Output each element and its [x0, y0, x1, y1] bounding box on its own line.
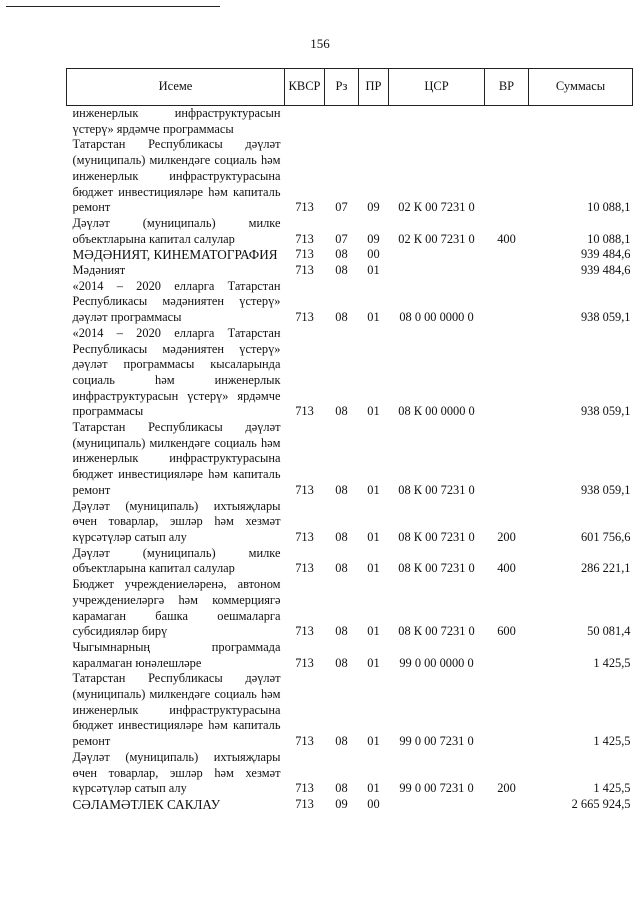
row-vr	[485, 279, 529, 326]
row-pr: 01	[367, 781, 380, 796]
row-pr	[359, 106, 389, 138]
row-vr: 200	[497, 529, 516, 544]
row-name: «2014 – 2020 елларга Татарстан Республикасы мәдәниятен үстерү» дәүләт программасы	[72, 278, 281, 325]
row-pr: 01	[367, 561, 380, 576]
row-rz	[325, 106, 359, 138]
row-name: «2014 – 2020 елларга Татарстан Республикасы мәдәниятен үстерү» дәүләт программасы кысаларында социаль һәм инженерлык инфраструктурасын үстерү» ярдәмче программасы	[72, 325, 281, 419]
header-kvsr: КВСР	[285, 69, 325, 106]
row-name: Дәүләт (муниципаль) милке объектларына капитал салулар	[72, 215, 281, 246]
header-csr: ЦСР	[389, 69, 485, 106]
row-pr: 00	[367, 796, 380, 811]
row-sum: 286 221,1	[580, 561, 631, 576]
row-name: МӘДӘНИЯТ, КИНЕМАТОГРАФИЯ	[72, 247, 278, 263]
row-kvsr: 713	[295, 734, 314, 749]
table-row	[67, 279, 633, 326]
row-vr	[485, 247, 529, 263]
table-row	[67, 797, 633, 813]
row-csr: 99 0 00 7231 0	[399, 734, 474, 749]
row-csr: 08 К 00 7231 0	[398, 561, 475, 576]
header-vr: ВР	[485, 69, 529, 106]
row-name: Дәүләт (муниципаль) ихтыяҗлары өчен товарлар, эшләр һәм хезмәт күрсәтүләр сатып алу	[72, 498, 281, 544]
row-sum: 938 059,1	[580, 404, 631, 419]
row-pr: 01	[367, 655, 380, 670]
row-csr	[389, 263, 485, 279]
row-sum: 10 088,1	[587, 231, 631, 246]
row-pr: 00	[367, 247, 380, 262]
row-vr: 600	[497, 624, 516, 639]
row-csr	[389, 797, 485, 813]
header-rz: Рз	[325, 69, 359, 106]
row-csr: 02 К 00 7231 0	[398, 200, 475, 215]
row-rz: 08	[335, 734, 348, 749]
row-sum: 938 059,1	[580, 310, 631, 325]
row-csr: 08 К 00 7231 0	[398, 624, 475, 639]
table-header-row	[67, 69, 633, 106]
row-rz: 07	[335, 231, 348, 246]
row-csr: 08 К 00 7231 0	[398, 482, 475, 497]
row-vr	[485, 137, 529, 216]
row-pr: 01	[367, 404, 380, 419]
row-name: СӘЛАМӘТЛЕК САКЛАУ	[72, 796, 221, 812]
row-name: инженерлык инфраструктурасын үстерү» ярдәмче программасы	[72, 106, 281, 136]
row-kvsr: 713	[295, 310, 314, 325]
row-kvsr: 713	[295, 263, 314, 278]
row-sum: 10 088,1	[587, 200, 631, 215]
row-csr: 99 0 00 7231 0	[399, 781, 474, 796]
row-sum: 601 756,6	[580, 529, 631, 544]
row-kvsr: 713	[295, 404, 314, 419]
table-row	[67, 420, 633, 499]
row-kvsr: 713	[295, 247, 314, 262]
row-rz: 07	[335, 200, 348, 215]
row-pr: 01	[367, 734, 380, 749]
row-rz: 08	[335, 529, 348, 544]
row-name: Дәүләт (муниципаль) милке объектларына капитал салулар	[72, 545, 281, 576]
row-rz: 08	[335, 310, 348, 325]
row-vr: 200	[497, 781, 516, 796]
row-csr: 08 К 00 7231 0	[398, 529, 475, 544]
row-rz: 08	[335, 247, 348, 262]
row-sum: 1 425,5	[593, 734, 631, 749]
row-kvsr: 713	[295, 231, 314, 246]
table-row	[67, 247, 633, 263]
row-pr: 09	[367, 231, 380, 246]
table-row	[67, 577, 633, 640]
row-pr: 01	[367, 529, 380, 544]
row-rz: 08	[335, 624, 348, 639]
row-rz: 08	[335, 561, 348, 576]
row-rz: 08	[335, 781, 348, 796]
row-name: Татарстан Республикасы дәүләт (муниципаль) милкендәге социаль һәм инженерлык инфраструктурасына бюджет инвестицияләре һәм капиталь ремонт	[72, 420, 281, 497]
row-vr	[485, 671, 529, 750]
row-kvsr: 713	[295, 482, 314, 497]
row-vr	[485, 263, 529, 279]
row-sum: 938 059,1	[580, 482, 631, 497]
row-sum: 939 484,6	[580, 263, 631, 278]
table-row	[67, 640, 633, 671]
row-sum: 939 484,6	[580, 247, 631, 262]
row-sum	[529, 106, 633, 138]
row-vr	[485, 420, 529, 499]
row-name: Татарстан Республикасы дәүләт (муниципаль) милкендәге социаль һәм инженерлык инфраструктурасына бюджет инвестицияләре һәм капиталь ремонт	[72, 137, 281, 215]
row-kvsr: 713	[295, 561, 314, 576]
budget-table	[66, 68, 633, 813]
header-pr: ПР	[359, 69, 389, 106]
row-kvsr: 713	[295, 624, 314, 639]
row-pr: 09	[367, 200, 380, 215]
table-row	[67, 750, 633, 797]
row-name: Мәдәният	[72, 263, 126, 278]
row-sum: 2 665 924,5	[571, 796, 631, 811]
table-row	[67, 546, 633, 577]
table-row	[67, 106, 633, 138]
row-vr	[485, 797, 529, 813]
row-vr: 400	[497, 231, 516, 246]
page-number: 156	[310, 36, 330, 51]
row-rz: 09	[335, 796, 348, 811]
row-csr	[389, 247, 485, 263]
header-sum: Суммасы	[529, 69, 633, 106]
row-csr: 99 0 00 0000 0	[399, 655, 474, 670]
row-csr: 02 К 00 7231 0	[398, 231, 475, 246]
row-vr	[485, 326, 529, 420]
table-row	[67, 499, 633, 546]
row-csr: 08 К 00 0000 0	[398, 404, 475, 419]
row-rz: 08	[335, 482, 348, 497]
table-row	[67, 216, 633, 247]
row-kvsr: 713	[295, 529, 314, 544]
row-pr: 01	[367, 482, 380, 497]
row-name: Бюджет учреждениеләренә, автоном учреждениеләргә һәм коммерциягә карамаган башка оешмаларга субсидияләр бирү	[72, 577, 281, 639]
row-kvsr: 713	[295, 781, 314, 796]
row-kvsr	[285, 106, 325, 138]
row-sum: 50 081,4	[587, 624, 631, 639]
row-pr: 01	[367, 310, 380, 325]
row-rz: 08	[335, 263, 348, 278]
row-rz: 08	[335, 404, 348, 419]
row-kvsr: 713	[295, 796, 314, 811]
row-rz: 08	[335, 655, 348, 670]
row-vr	[485, 640, 529, 671]
row-name: Татарстан Республикасы дәүләт (муниципаль) милкендәге социаль һәм инженерлык инфраструктурасына бюджет инвестицияләре һәм капиталь ремонт	[72, 671, 281, 749]
table-row	[67, 326, 633, 420]
row-csr	[389, 106, 485, 138]
row-name: Чыгымнарның программада каралмаган юнәлешләре	[72, 639, 281, 670]
top-rule	[6, 6, 220, 7]
row-pr: 01	[367, 263, 380, 278]
row-csr: 08 0 00 0000 0	[399, 310, 474, 325]
row-pr: 01	[367, 624, 380, 639]
table-row	[67, 137, 633, 216]
row-sum: 1 425,5	[593, 781, 631, 796]
row-kvsr: 713	[295, 655, 314, 670]
row-name: Дәүләт (муниципаль) ихтыяҗлары өчен товарлар, эшләр һәм хезмәт күрсәтүләр сатып алу	[72, 749, 281, 796]
table-row	[67, 671, 633, 750]
row-sum: 1 425,5	[593, 655, 631, 670]
header-name: Исеме	[67, 69, 285, 106]
table-row	[67, 263, 633, 279]
row-vr: 400	[497, 561, 516, 576]
row-kvsr: 713	[295, 200, 314, 215]
row-vr	[485, 106, 529, 138]
